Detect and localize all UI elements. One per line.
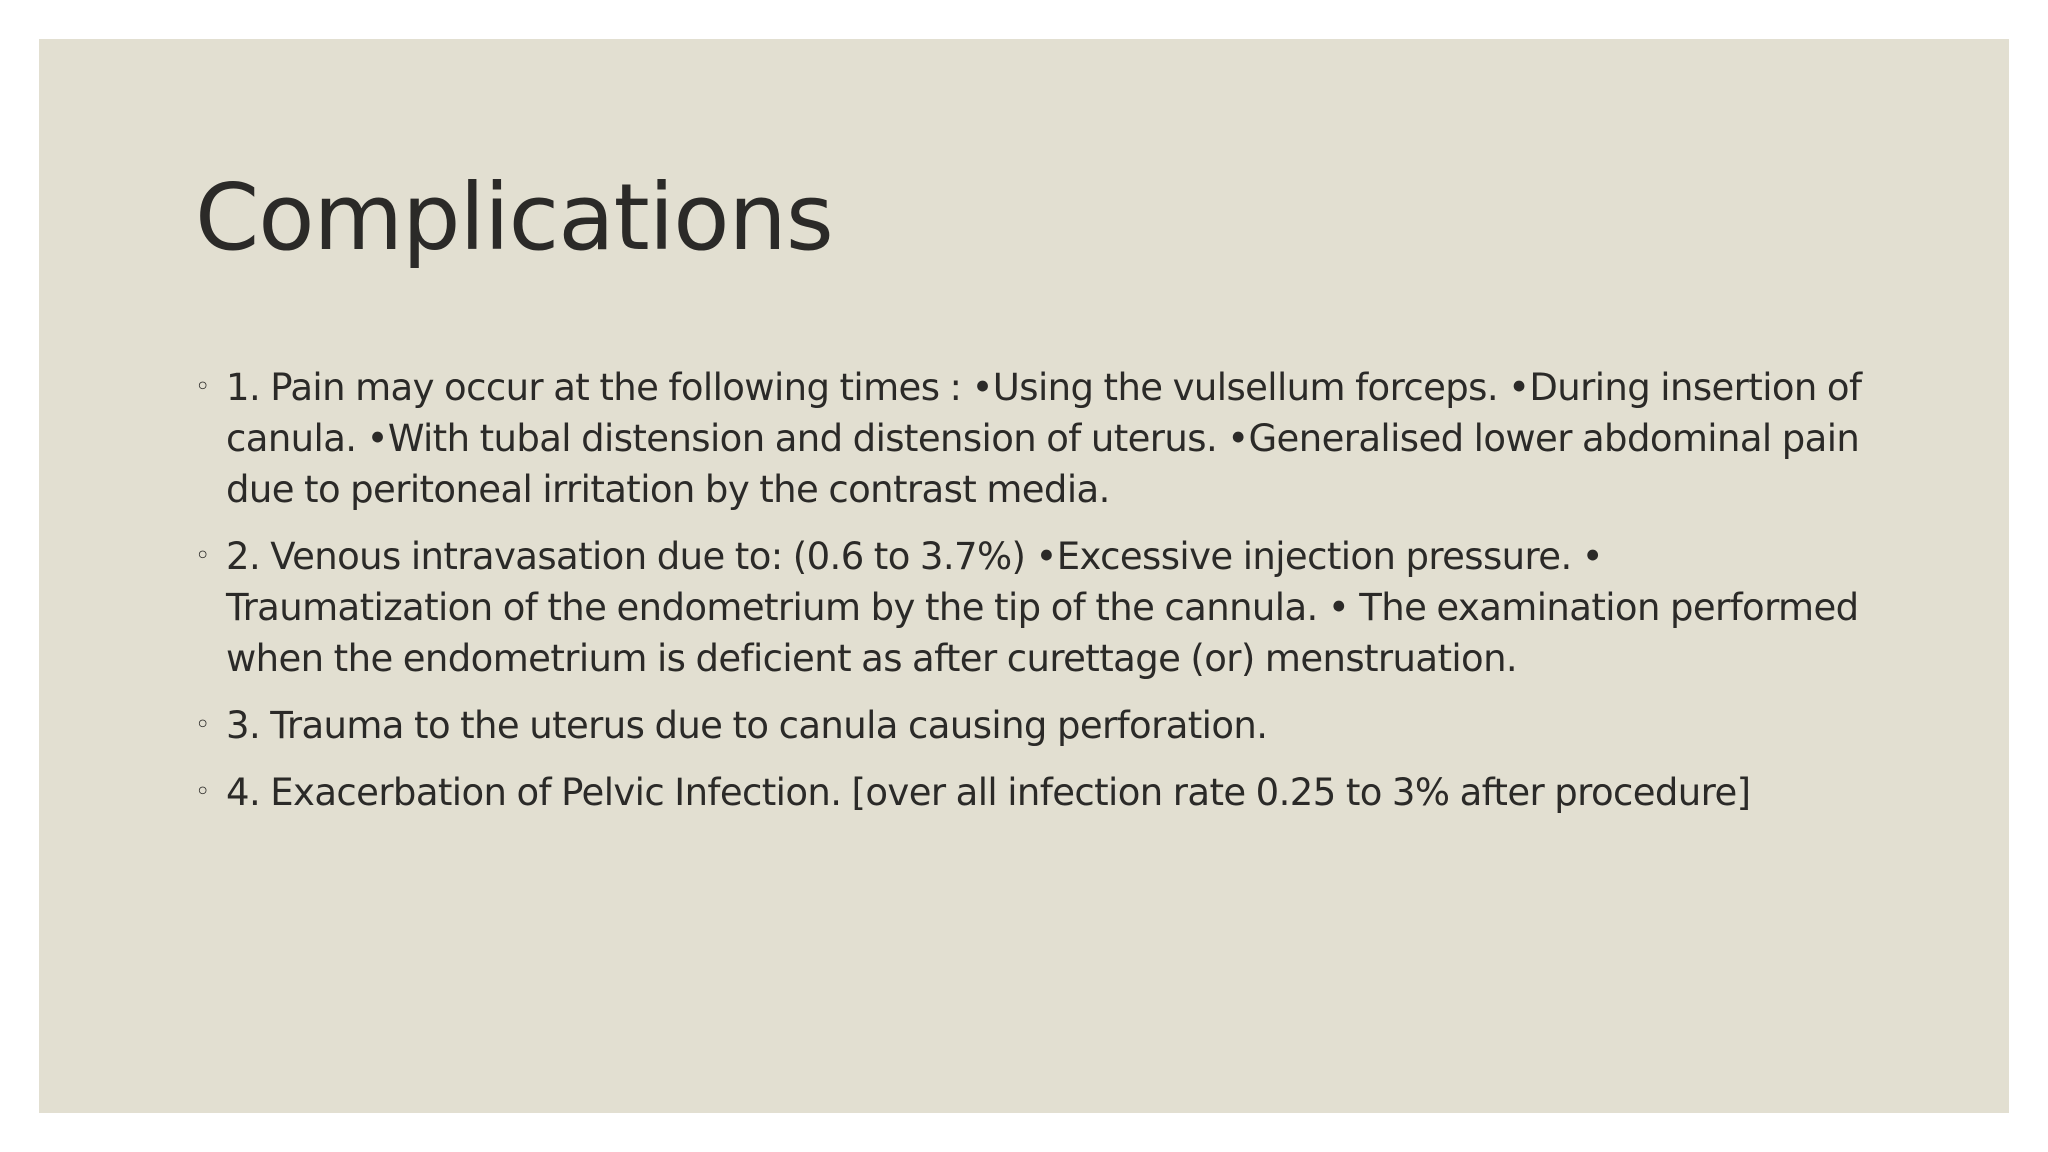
slide xyxy=(39,39,2009,1113)
list-item xyxy=(195,531,1875,684)
bullet-marker-icon: ◦ xyxy=(195,710,211,740)
list-item xyxy=(195,362,1875,515)
list-item xyxy=(195,700,1875,751)
bullet-marker-icon: ◦ xyxy=(195,372,211,402)
bullet-text: 3. Trauma to the uterus due to canula causing perforation. xyxy=(226,704,1268,747)
bullet-marker-icon: ◦ xyxy=(195,777,211,807)
list-item xyxy=(195,767,1875,818)
bullet-marker-icon: ◦ xyxy=(195,541,211,571)
bullet-text: 1. Pain may occur at the following times : •Using the vulsellum forceps. •During insertion of canula. •With tubal distension and distension of uterus. •Generalised lower abdominal pain due to peritoneal irritation by the contrast media. xyxy=(226,366,1862,511)
slide-title: Complications xyxy=(195,164,833,271)
bullet-text: 4. Exacerbation of Pelvic Infection. [over all infection rate 0.25 to 3% after procedure] xyxy=(226,771,1751,814)
bullet-text: 2. Venous intravasation due to: (0.6 to 3.7%) •Excessive injection pressure. • Traumatization of the endometrium by the tip of the cannula. • The examination performed when the endometrium is deficient as after curettage (or) menstruation. xyxy=(226,535,1859,680)
bullet-list xyxy=(195,362,1875,834)
